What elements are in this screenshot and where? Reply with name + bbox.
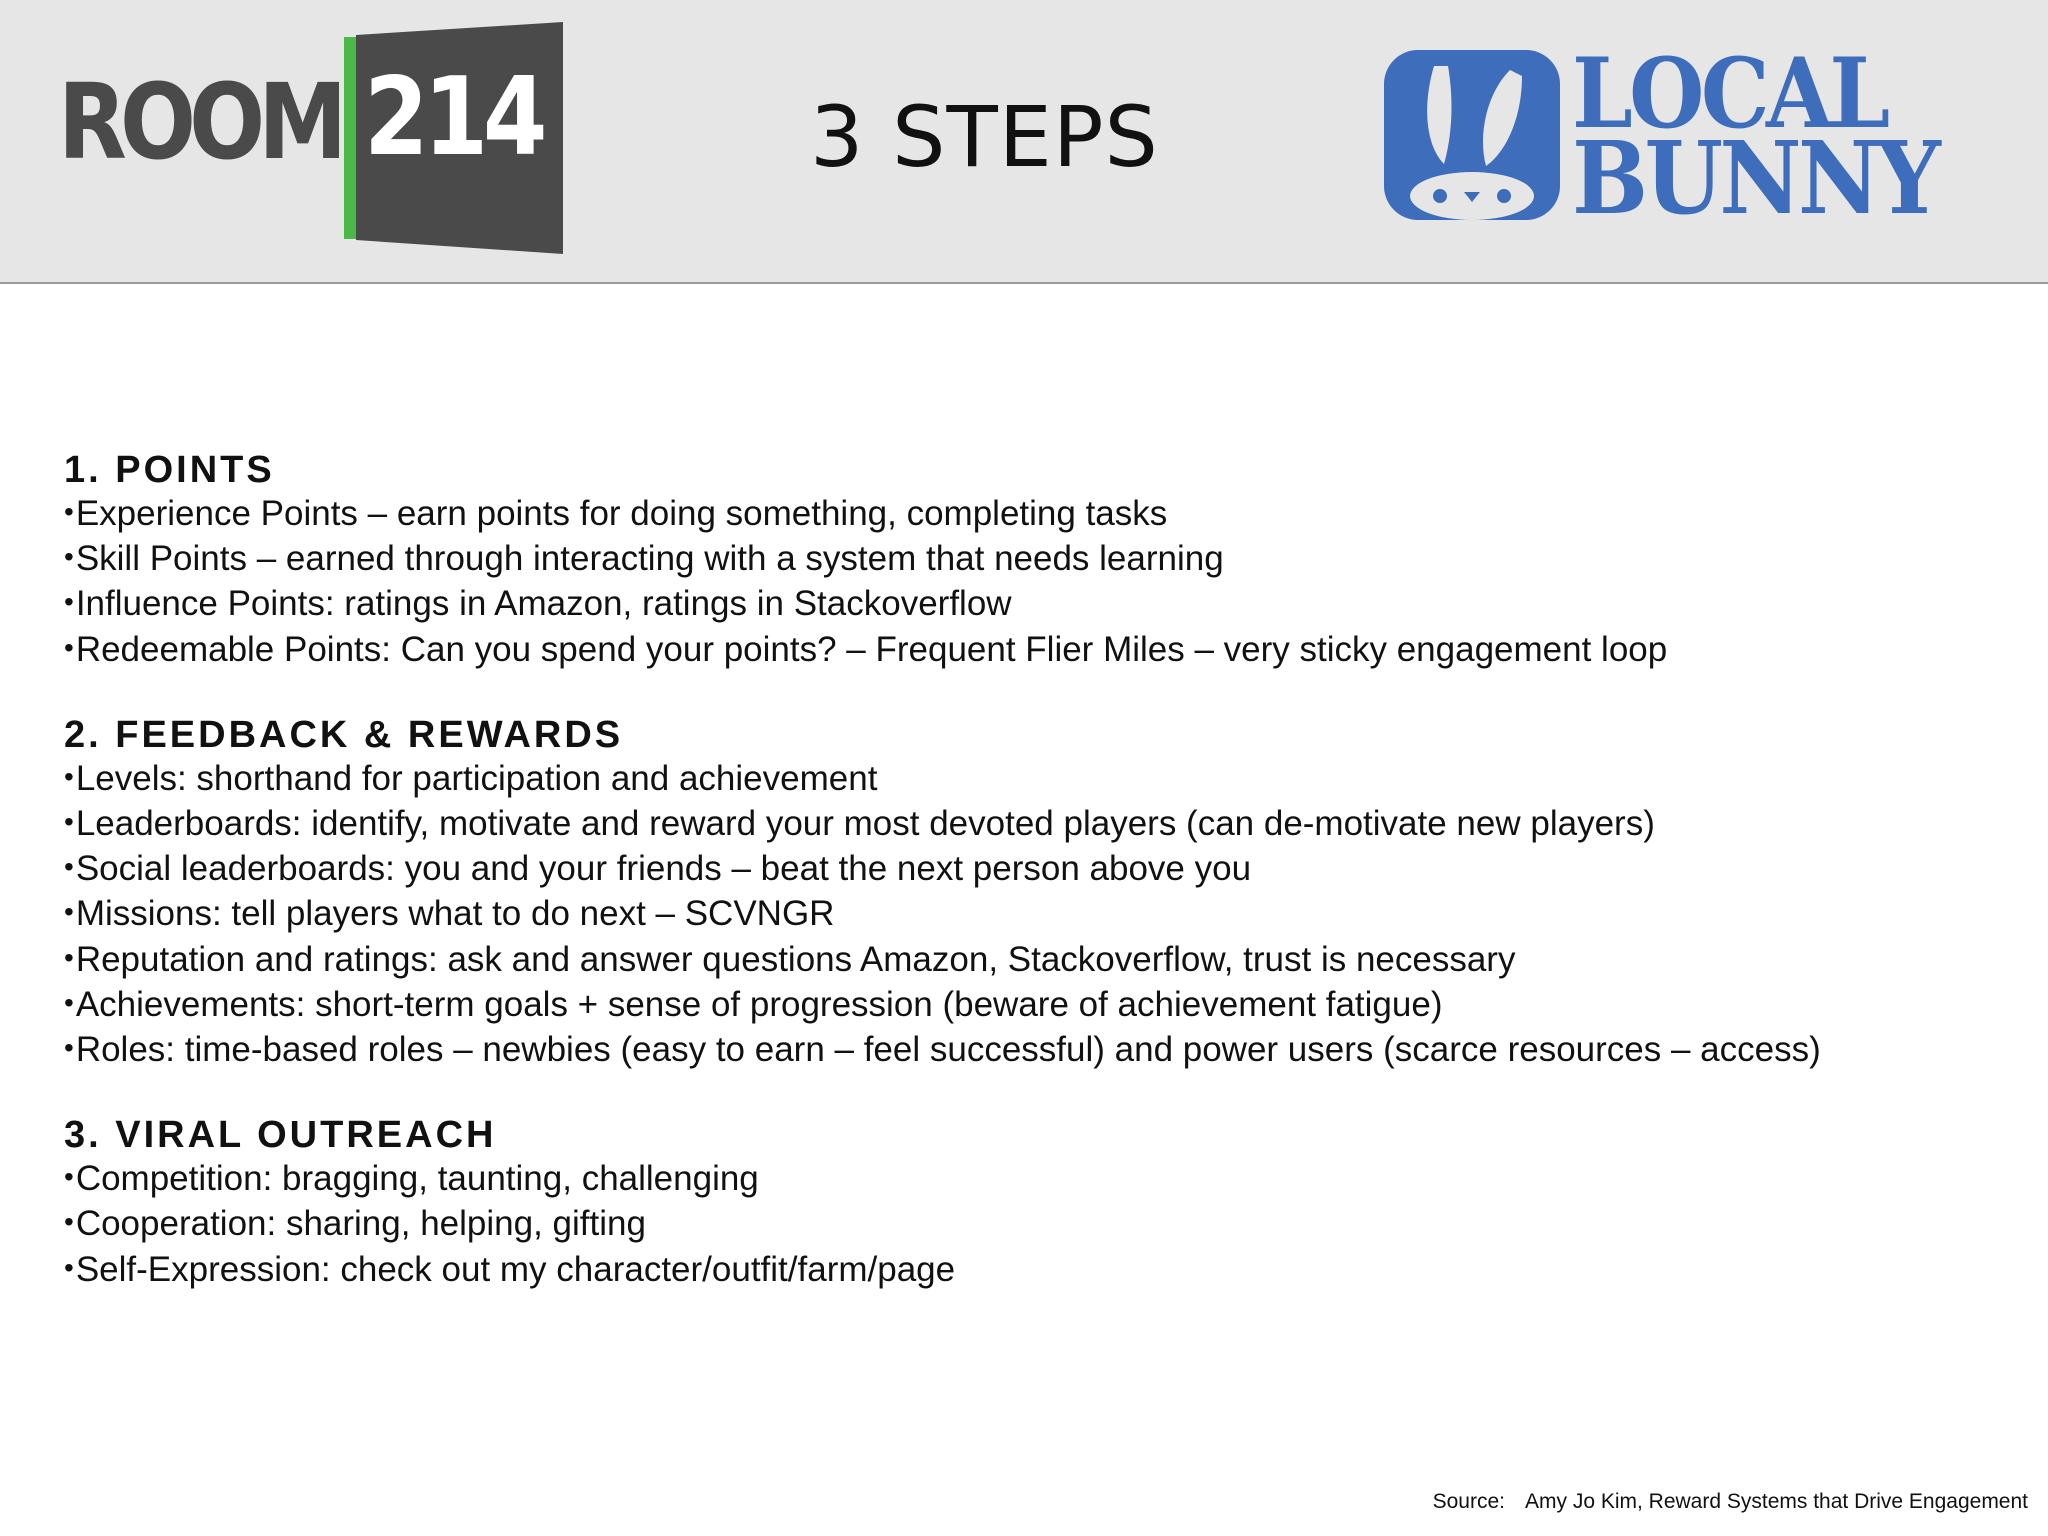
bullet-dot-icon: • <box>64 1251 74 1283</box>
bullet-item <box>64 757 2004 802</box>
bullet-text: Leaderboards: identify, motivate and reward your most devoted players (can de-motivate new players) <box>75 804 1655 844</box>
room214-word: ROOM <box>58 61 341 183</box>
bullet-text: Levels: shorthand for participation and achievement <box>75 758 878 798</box>
source-text: Amy Jo Kim, Reward Systems that Drive Engagement <box>1524 1490 2028 1513</box>
bullet-text: Roles: time-based roles – newbies (easy to earn – feel successful) and power users (scarce resources – access) <box>75 1030 1821 1070</box>
local-bunny-word-1: LOCAL <box>1572 37 1887 150</box>
bullet-text: Reputation and ratings: ask and answer questions Amazon, Stackoverflow, trust is necessary <box>75 939 1516 979</box>
bullet-text: Skill Points – earned through interacting with a system that needs learning <box>75 539 1224 579</box>
bullet-dot-icon: • <box>64 941 74 973</box>
bullet-item <box>64 628 2004 673</box>
bullet-dot-icon: • <box>64 851 74 883</box>
bullet-text: Experience Points – earn points for doing something, completing tasks <box>75 494 1168 533</box>
bullet-dot-icon: • <box>64 896 74 928</box>
bullet-list <box>64 1157 2004 1293</box>
bullet-dot-icon: • <box>64 1206 74 1238</box>
section-title: 1. POINTS <box>64 449 275 491</box>
bullet-dot-icon: • <box>64 496 74 527</box>
bullet-item <box>64 892 2004 937</box>
room214-green-accent <box>344 37 358 239</box>
slide-header <box>0 0 2048 284</box>
bullet-item <box>64 847 2004 892</box>
slide-title: 3 STEPS <box>810 88 1159 186</box>
bullet-text: Achievements: short-term goals + sense of progression (beware of achievement fatigue) <box>75 984 1443 1024</box>
bullet-dot-icon: • <box>64 541 74 573</box>
bullet-dot-icon: • <box>64 1032 74 1064</box>
section-2 <box>64 713 2004 1073</box>
room214-number: 214 <box>364 55 543 180</box>
bullet-text: Influence Points: ratings in Amazon, ratings in Stackoverflow <box>75 584 1012 624</box>
bullet-dot-icon: • <box>64 586 74 618</box>
source-citation <box>1433 1490 2028 1514</box>
section-1 <box>64 448 2004 673</box>
bullet-dot-icon: • <box>64 986 74 1018</box>
local-bunny-word-2: BUNNY <box>1572 119 1938 237</box>
bullet-dot-icon: • <box>64 806 74 838</box>
bullet-text: Competition: bragging, taunting, challenging <box>75 1159 759 1199</box>
section-title: 3. VIRAL OUTREACH <box>64 1114 497 1157</box>
bunny-right-eye <box>1497 189 1511 203</box>
source-label: Source: <box>1432 1490 1505 1513</box>
room214-logo <box>58 22 568 262</box>
bullet-dot-icon: • <box>64 1161 74 1193</box>
bullet-item <box>64 537 2004 582</box>
bullet-text: Social leaderboards: you and your friends – beat the next person above you <box>75 849 1252 889</box>
section-3 <box>64 1113 2004 1293</box>
slide-content <box>64 448 2004 1333</box>
bullet-dot-icon: • <box>64 760 74 792</box>
bullet-text: Cooperation: sharing, helping, gifting <box>75 1204 646 1244</box>
bullet-text: Missions: tell players what to do next – SCVNGR <box>75 894 835 934</box>
bullet-list <box>64 492 2004 673</box>
bullet-item <box>64 802 2004 847</box>
room214-green-base <box>344 225 358 239</box>
bullet-item <box>64 938 2004 983</box>
bullet-item <box>64 1202 2004 1247</box>
bullet-item <box>64 1157 2004 1202</box>
bullet-text: Self-Expression: check out my character/outfit/farm/page <box>75 1249 956 1289</box>
local-bunny-logo <box>1382 37 2002 237</box>
bullet-list <box>64 757 2004 1073</box>
bullet-text: Redeemable Points: Can you spend your points? – Frequent Flier Miles – very sticky engagement loop <box>75 629 1668 669</box>
bullet-item <box>64 983 2004 1028</box>
bullet-dot-icon: • <box>64 631 74 663</box>
bullet-item <box>64 582 2004 627</box>
section-title: 2. FEEDBACK & REWARDS <box>64 713 624 756</box>
bullet-item <box>64 1028 2004 1073</box>
bullet-item <box>64 492 2004 537</box>
bunny-left-eye <box>1433 189 1447 203</box>
bunny-icon <box>1382 46 1572 226</box>
bullet-item <box>64 1248 2004 1293</box>
